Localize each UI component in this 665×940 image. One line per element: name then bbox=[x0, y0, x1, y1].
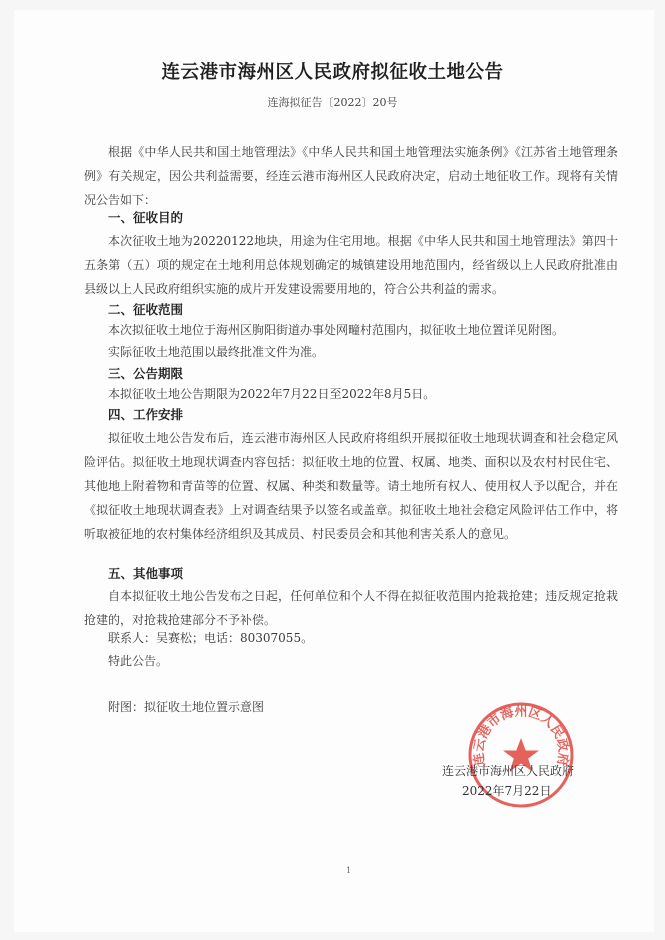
closing-line: 特此公告。 bbox=[108, 654, 169, 668]
section-paragraph-purpose: 本次征收土地为20220122地块，用途为住宅用地。根据《中华人民共和国土地管理法》第四十五条第（五）项的规定在土地利用总体规划确定的城镇建设用地范围内，经省级以上人民政府批准由县级以上人民政府组织实施的成片开发建设需要用地的，符合公共利益的需求。 bbox=[84, 234, 618, 296]
contact-line: 联系人：吴赛松；电话：80307055。 bbox=[108, 631, 314, 645]
seal-text: 连云港市海州区人民政府 bbox=[471, 704, 571, 767]
section-heading-purpose: 一、征收目的 bbox=[108, 210, 184, 225]
document-number: 连海拟征告〔2022〕20号 bbox=[267, 96, 398, 109]
section-paragraph-period: 本拟征收土地公告期限为2022年7月22日至2022年8月5日。 bbox=[108, 387, 436, 401]
section-paragraph-scope-2: 实际征收土地范围以最终批准文件为准。 bbox=[108, 345, 325, 359]
document-title: 连云港市海州区人民政府拟征收土地公告 bbox=[161, 62, 504, 83]
section-heading-period: 三、公告期限 bbox=[108, 366, 184, 381]
section-heading-arrangement: 四、工作安排 bbox=[108, 407, 184, 422]
section-heading-other: 五、其他事项 bbox=[108, 566, 184, 581]
section-heading-scope: 二、征收范围 bbox=[108, 302, 184, 317]
signature-org: 连云港市海州区人民政府 bbox=[442, 764, 575, 778]
intro-paragraph: 根据《中华人民共和国土地管理法》《中华人民共和国土地管理法实施条例》《江苏省土地管理条例》有关规定，因公共利益需要，经连云港市海州区人民政府决定，启动土地征收工作。现将有关情况公告如下： bbox=[84, 145, 618, 207]
signature-date: 2022年7月22日 bbox=[462, 784, 552, 798]
section-paragraph-other: 自本拟征收土地公告发布之日起，任何单位和个人不得在拟征收范围内抢栽抢建；违反规定抢栽抢建的，对抢栽抢建部分不予补偿。 bbox=[84, 589, 618, 627]
page-number: 1 bbox=[346, 866, 352, 875]
section-paragraph-scope-1: 本次拟征收土地位于海州区朐阳街道办事处网疃村范围内，拟征收土地位置详见附图。 bbox=[108, 323, 565, 337]
attachment-line: 附图：拟征收土地位置示意图 bbox=[108, 700, 265, 714]
section-paragraph-arrangement: 拟征收土地公告发布后，连云港市海州区人民政府将组织开展拟征收土地现状调查和社会稳定风险评估。拟征收土地现状调查内容包括：拟征收土地的位置、权属、地类、面积以及农村村民住宅、其他地上附着物和青苗等的位置、权属、种类和数量等。请土地所有权人、使用权人予以配合，并在《拟征收土地现状调查表》上对调查结果予以签名或盖章。拟征收土地社会稳定风险评估工作中，将听取被征地的农村集体经济组织及其成员、村民委员会和其他利害关系人的意见。 bbox=[84, 431, 618, 541]
